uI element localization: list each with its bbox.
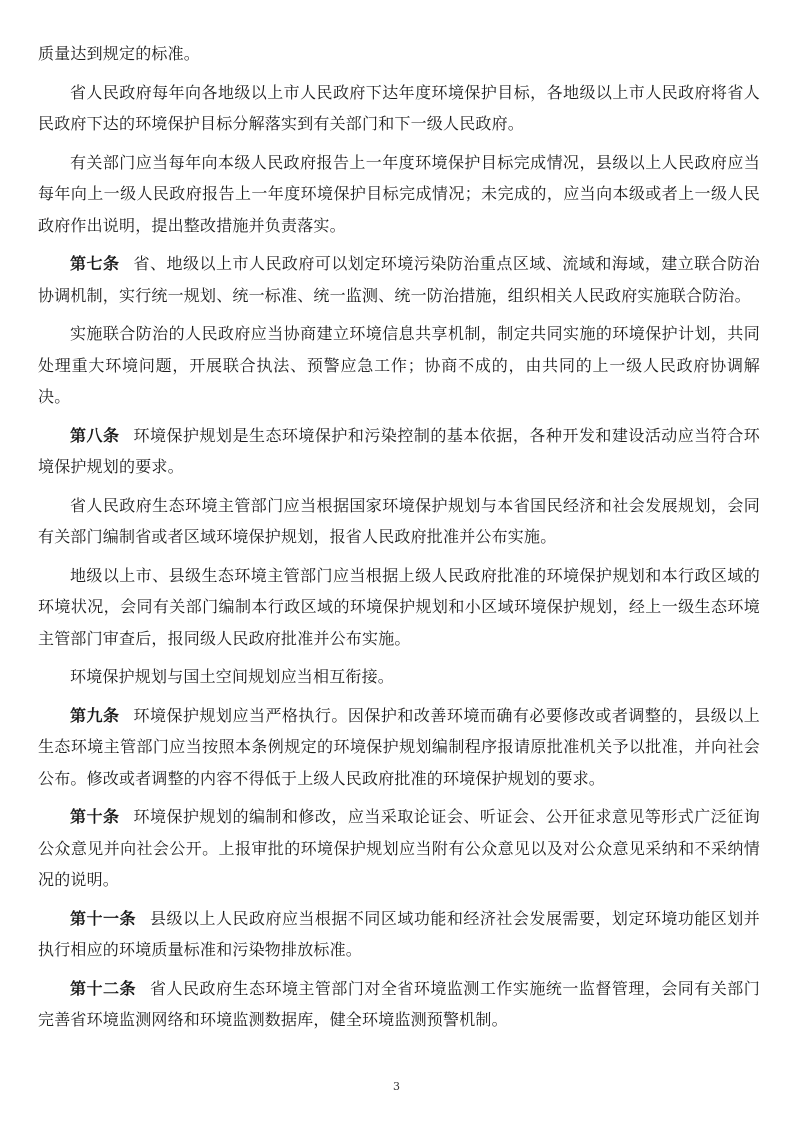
article-number: 第九条 [70,705,120,725]
paragraph-text: 省人民政府每年向各地级以上市人民政府下达年度环境保护目标，各地级以上市人民政府将省人民政府下达的环境保护目标分解落实到有关部门和下一级人民政府。 [38,82,760,133]
paragraph-text: 省、地级以上市人民政府可以划定环境污染防治重点区域、流域和海域，建立联合防治协调机制，实行统一规划、统一标准、统一监测、统一防治措施，组织相关人民政府实施联合防治。 [38,254,760,305]
article-number: 第七条 [70,254,120,273]
article-paragraph [38,248,760,311]
paragraph-text: 环境保护规划与国土空间规划应当相互衔接。 [70,667,395,686]
paragraph-text: 县级以上人民政府应当根据不同区域功能和经济社会发展需要，划定环境功能区划并执行相应的环境质量标准和污染物排放标准。 [38,908,760,959]
article-paragraph [38,903,760,966]
paragraph [38,490,760,553]
paragraph [38,318,760,413]
article-number: 第十二条 [70,978,136,998]
article-number: 第十条 [70,807,120,826]
page-number: 3 [393,1080,400,1093]
article-paragraph [38,973,760,1036]
paragraph-text: 省人民政府生态环境主管部门应当根据国家环境保护规划与本省国民经济和社会发展规划，会同有关部门编制省或者区域环境保护规划，报省人民政府批准并公布实施。 [38,495,760,546]
paragraph-text: 环境保护规划是生态环境保护和污染控制的基本依据，各种开发和建设活动应当符合环境保护规划的要求。 [38,425,760,476]
paragraph-text: 实施联合防治的人民政府应当协商建立环境信息共享机制，制定共同实施的环境保护计划，共同处理重大环境问题，开展联合执法、预警应急工作；协商不成的，由共同的上一级人民政府协调解决。 [38,324,760,406]
paragraph-text: 质量达到规定的标准。 [38,44,201,63]
paragraph [38,560,760,655]
paragraph [38,661,760,693]
article-paragraph [38,700,760,795]
article-paragraph [38,801,760,896]
document-body [38,38,760,1043]
article-number: 第十一条 [70,908,136,928]
paragraph-text: 环境保护规划应当严格执行。因保护和改善环境而确有必要修改或者调整的，县级以上生态环境主管部门应当按照本条例规定的环境保护规划编制程序报请原批准机关予以批准，并向社会公布。修改或者调整的内容不得低于上级人民政府批准的环境保护规划的要求。 [38,705,760,788]
paragraph-text: 环境保护规划的编制和修改，应当采取论证会、听证会、公开征求意见等形式广泛征询公众意见并向社会公开。上报审批的环境保护规划应当附有公众意见以及对公众意见采纳和不采纳情况的说明。 [38,807,760,889]
article-paragraph [38,420,760,483]
paragraph [38,38,760,70]
paragraph-text: 地级以上市、县级生态环境主管部门应当根据上级人民政府批准的环境保护规划和本行政区域的环境状况，会同有关部门编制本行政区域的环境保护规划和小区域环境保护规划，经上一级生态环境主管部门审查后，报同级人民政府批准并公布实施。 [38,565,760,648]
paragraph-text: 省人民政府生态环境主管部门对全省环境监测工作实施统一监督管理，会同有关部门完善省环境监测网络和环境监测数据库，健全环境监测预警机制。 [38,978,760,1029]
paragraph-text: 有关部门应当每年向本级人民政府报告上一年度环境保护目标完成情况，县级以上人民政府应当每年向上一级人民政府报告上一年度环境保护目标完成情况；未完成的，应当向本级或者上一级人民政府作出说明，提出整改措施并负责落实。 [38,152,760,235]
paragraph [38,147,760,242]
article-number: 第八条 [70,425,120,445]
paragraph [38,77,760,140]
